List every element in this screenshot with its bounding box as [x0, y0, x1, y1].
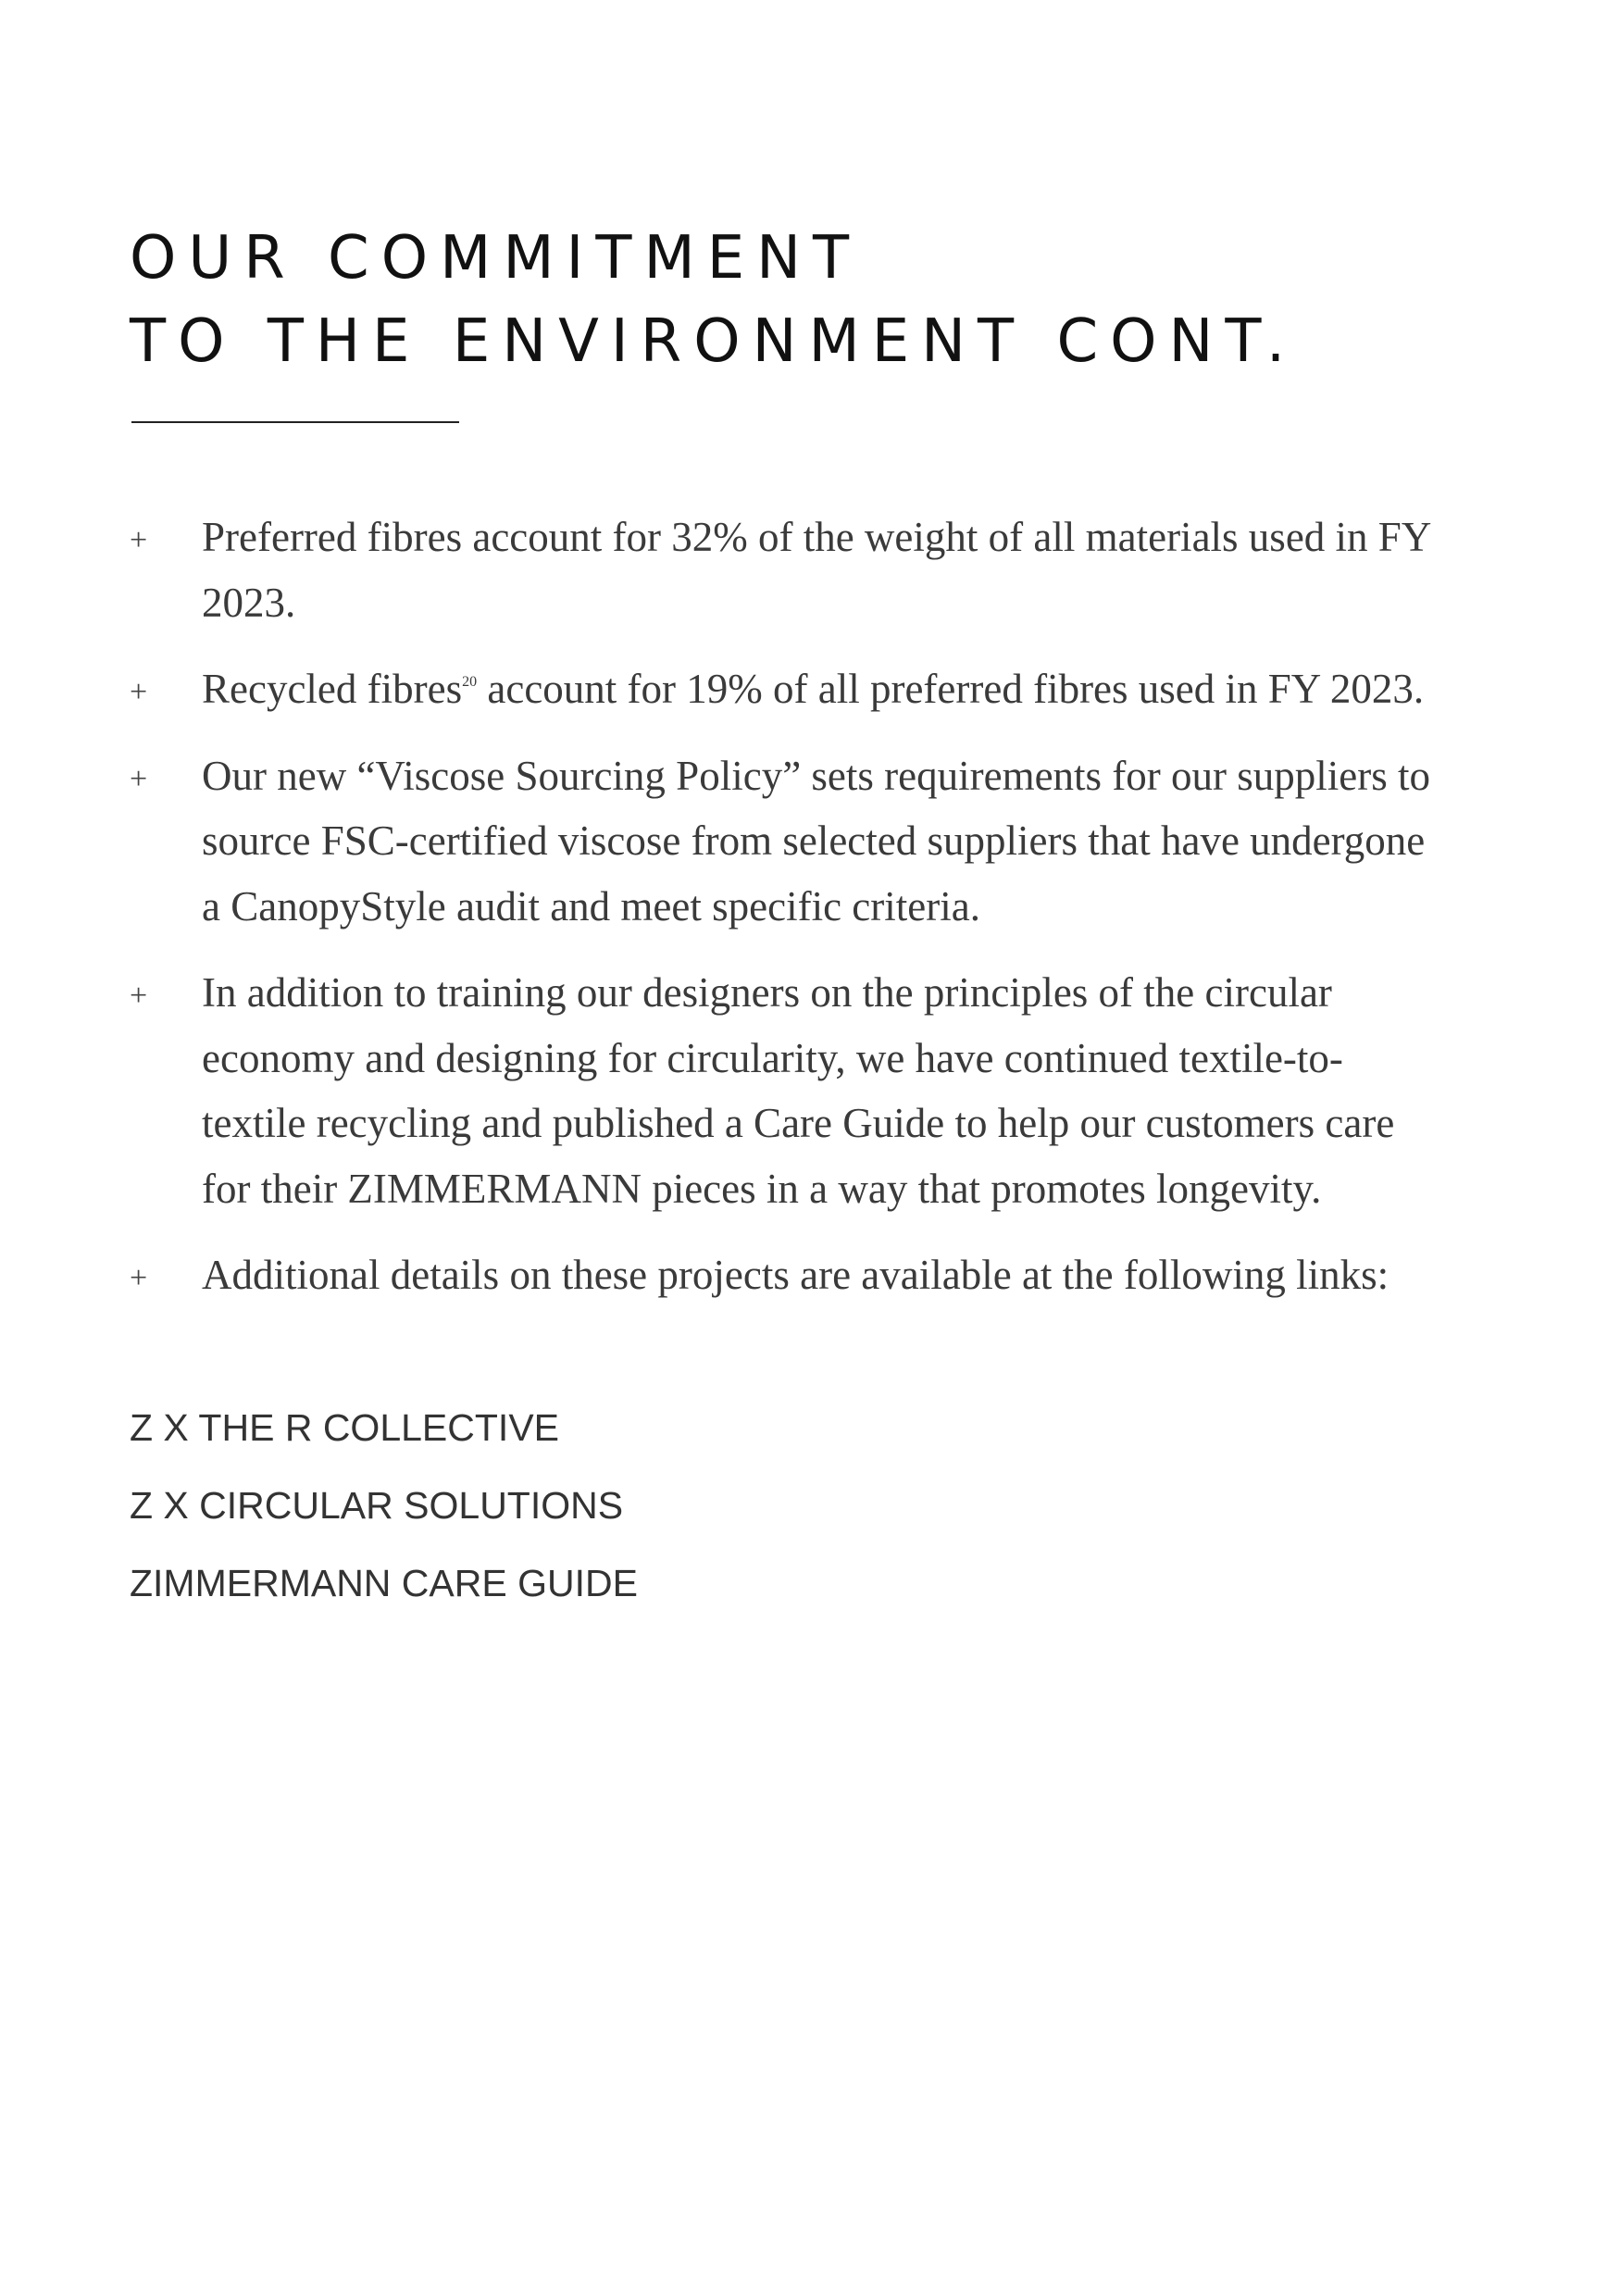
- bullet-additional-details: [130, 1242, 1444, 1308]
- plus-icon: +: [130, 1261, 148, 1295]
- bullet-text: Preferred fibres account for 32% of the weight of all materials used in FY 2023.: [202, 514, 1430, 626]
- link-circular-solutions[interactable]: Z X CIRCULAR SOLUTIONS: [130, 1484, 624, 1527]
- link-the-r-collective[interactable]: Z X THE R COLLECTIVE: [130, 1406, 560, 1449]
- plus-icon: +: [130, 523, 148, 557]
- footnote-reference: 20: [462, 674, 478, 690]
- bullet-viscose-policy: [130, 743, 1444, 940]
- page-title: [130, 217, 1297, 383]
- bullet-preferred-fibres: [130, 505, 1444, 635]
- bullet-text-start: Recycled fibres: [202, 666, 463, 712]
- project-links: [130, 1389, 638, 1622]
- bullet-circularity-training: [130, 960, 1444, 1221]
- bullet-recycled-fibres: [130, 656, 1444, 722]
- plus-icon: +: [130, 675, 148, 709]
- bullet-text-end: account for 19% of all preferred fibres used in FY 2023.: [477, 666, 1425, 712]
- title-line-1: OUR COMMITMENT: [130, 224, 862, 293]
- link-care-guide[interactable]: ZIMMERMANN CARE GUIDE: [130, 1562, 638, 1604]
- bullet-list: [130, 505, 1444, 1329]
- title-line-2: TO THE ENVIRONMENT CONT.: [130, 307, 1298, 376]
- title-divider: [131, 421, 459, 423]
- plus-icon: +: [130, 979, 148, 1013]
- bullet-text: Our new “Viscose Sourcing Policy” sets requirements for our suppliers to source FSC-certified viscose from selected suppliers that have undergone a CanopyStyle audit and meet specific criteria.: [202, 752, 1431, 930]
- bullet-text: In addition to training our designers on the principles of the circular economy and designing for circularity, we have continued textile-to-textile recycling and published a Care Guide to help our customers care for their ZIMMERMANN pieces in a way that promotes longevity.: [202, 969, 1395, 1212]
- plus-icon: +: [130, 761, 148, 796]
- bullet-text: Additional details on these projects are available at the following links:: [202, 1252, 1389, 1298]
